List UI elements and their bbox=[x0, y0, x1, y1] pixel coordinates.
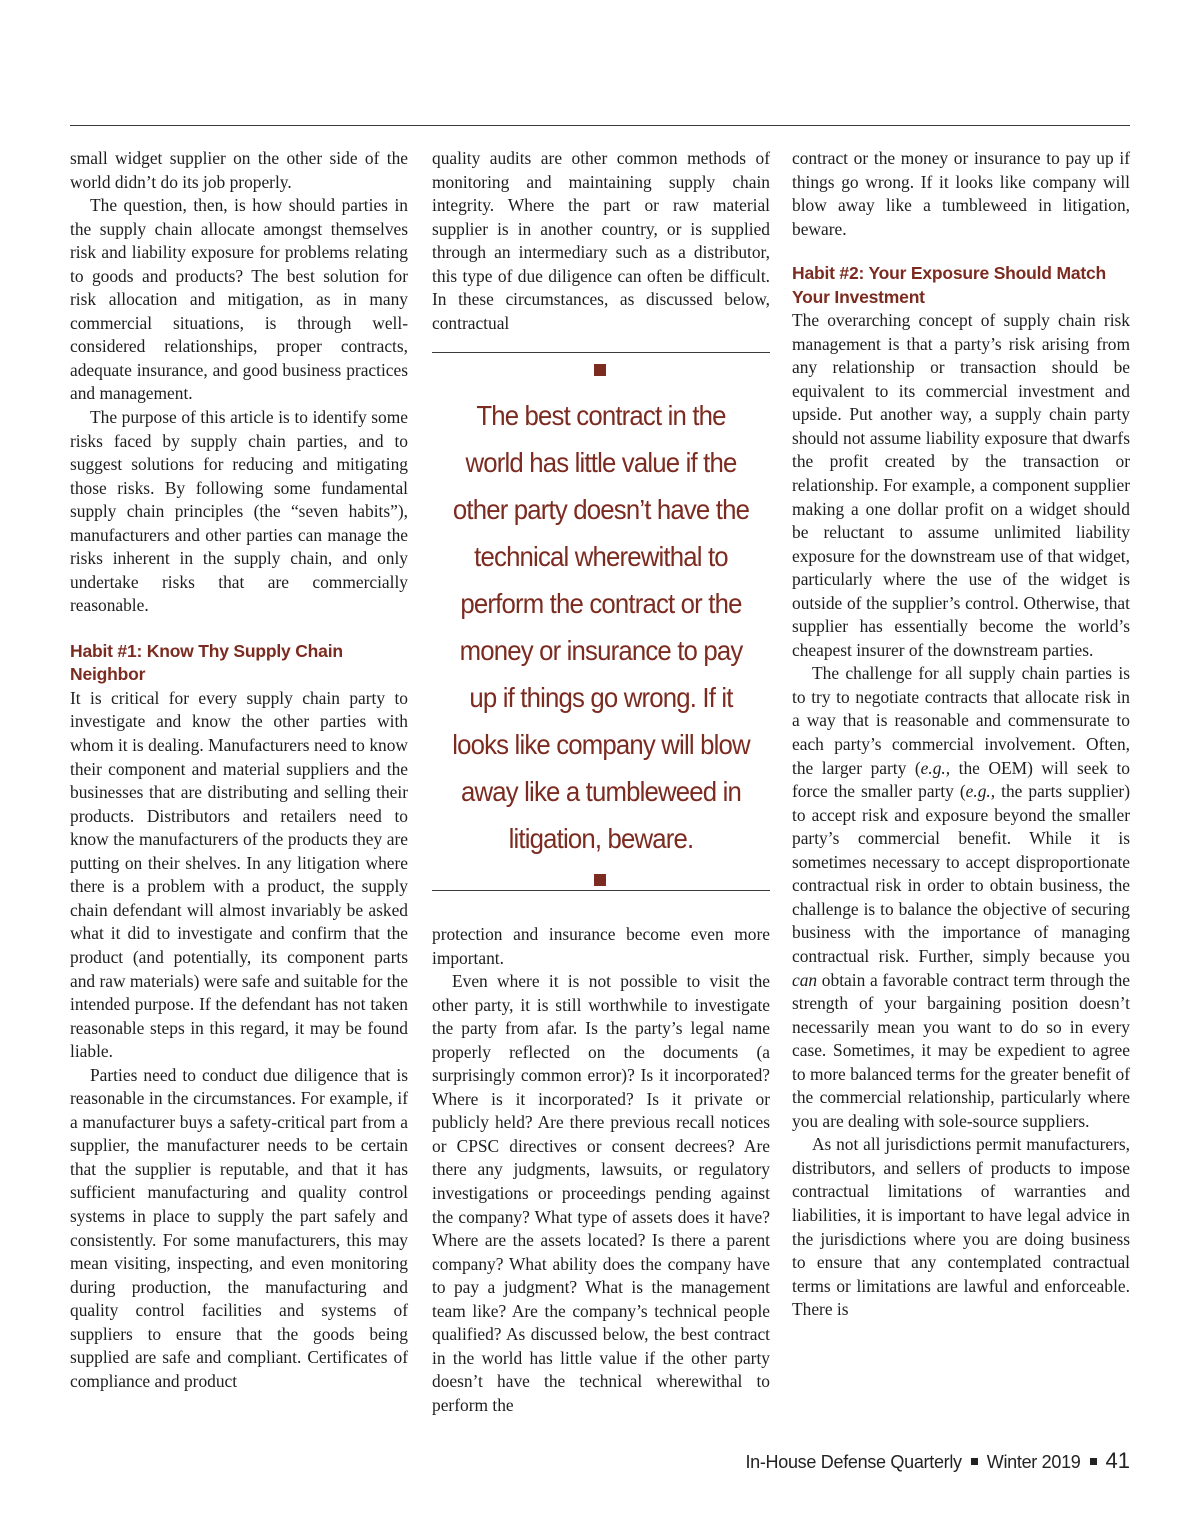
issue-label: Winter 2019 bbox=[986, 1452, 1081, 1472]
paragraph: The question, then, is how should parties in the supply chain allocate amongst themselves risk and liability exposure for problems relating to goods and products? The best solution for risk allocation and mitigation, as in many commercial situations, is through well-considered relationships, proper contracts, adequate insurance, and good business practices and management. bbox=[70, 195, 408, 404]
paragraph: contract or the money or insurance to pay up if things go wrong. If it looks like company will blow away like a tumbleweed in litigation, beware. bbox=[792, 148, 1130, 239]
section-heading: Habit #1: Know Thy Supply Chain Neighbor bbox=[70, 640, 343, 685]
column-3 bbox=[792, 147, 1130, 1322]
square-separator-icon bbox=[971, 1458, 978, 1465]
section-heading: Habit #2: Your Exposure Should Match Your Investment bbox=[792, 263, 1107, 307]
text-run: the OEM) will seek to force the smaller party ( bbox=[792, 757, 1130, 802]
pull-quote-top-rule bbox=[432, 352, 770, 353]
text-run: The challenge for all supply chain parties is to try to negotiate contracts that allocate risk in a way that is reasonable and commensurate to each party’s commercial involvement. Often, the larger party ( bbox=[792, 663, 1130, 778]
paragraph bbox=[792, 662, 1130, 1133]
text-run: obtain a favorable contract term through the strength of your bargaining position doesn’t necessarily mean you want to do so in every case. Sometimes, it may be expedient to agree to more balanced terms for the greater benefit of the commercial relationship, particularly where you are dealing with sole-source suppliers. bbox=[792, 969, 1130, 1131]
top-rule bbox=[70, 125, 1130, 126]
paragraph: It is critical for every supply chain party to investigate and know the other parties with whom it is dealing. Manufacturers need to know their component and material suppliers and the businesses that are distributing and selling their products. Distributors and retailers need to know the manufacturers of the products they are putting on their shelves. In any litigation where there is a problem with a product, the supply chain defendant will almost invariably be asked what it did to investigate and confirm that the product (and potentially, its component parts and raw materials) were safe and suitable for the intended purpose. If the defendant has not taken reasonable steps in this regard, it may be found liable. bbox=[70, 687, 408, 1062]
text-run: the parts supplier) to accept risk and exposure beyond the smaller party’s commercial benefit. While it is sometimes necessary to accept disproportionate contractual risk in order to obtain business, the challenge is to balance the objective of securing business with the importance of managing contractual risk. Further, simply because you bbox=[792, 781, 1131, 966]
square-bullet-icon bbox=[594, 874, 606, 886]
emphasis: e.g., bbox=[920, 757, 951, 778]
paragraph: The overarching concept of supply chain risk management is that a party’s risk arising from any relationship or transaction should be equivalent to its commercial investment and upside. Put another way, a supply chain party should not assume liability exposure that dwarfs the profit created by the transaction or relationship. For example, a component supplier making a one dollar profit on a widget should be reluctant to assume unlimited liability exposure for the downstream use of that widget, particularly where the use of the widget is outside of the supplier’s control. Otherwise, that supplier has essentially become the world’s cheapest insurer of the downstream parties. bbox=[792, 310, 1130, 660]
emphasis: e.g., bbox=[965, 781, 996, 802]
pull-quote bbox=[432, 352, 770, 892]
paragraph: protection and insurance become even more important. bbox=[432, 924, 770, 968]
column-2-upper bbox=[432, 147, 770, 335]
page-footer bbox=[745, 1448, 1130, 1478]
paragraph: Even where it is not possible to visit the other party, it is still worthwhile to investigate the party from afar. Is the party’s legal name properly reflected on the documents (a surprisingly common error)? Is it incorporated? Where is it incorporated? Is it private or publicly held? Are there previous recall notices or CPSC directives or consent decrees? Are there any judgments, lawsuits, or regulatory investigations or proceedings pending against the company? What type of assets does it have? Where are the assets located? Is there a parent company? What ability does the company have to pay a judgment? What is the management team like? Are the company’s technical people qualified? As discussed below, the best contract in the world has little value if the other party doesn’t have the technical wherewithal to perform the bbox=[432, 971, 770, 1415]
paragraph: quality audits are other common methods of monitoring and maintaining supply chain integrity. Where the part or raw material supplier is in another country, or is supplied through an intermediary such as a distributor, this type of due diligence can often be difficult. In these circumstances, as discussed below, contractual bbox=[432, 148, 770, 333]
paragraph: Parties need to conduct due diligence that is reasonable in the circumstances. For example, if a manufacturer buys a safety-critical part from a supplier, the manufacturer needs to be certain that the supplier is reputable, and that it has sufficient manufacturing and quality control systems in place to supply the part safely and consistently. For some manufacturers, this may mean visiting, inspecting, and even monitoring during production, the manufacturing and quality control facilities and systems of suppliers to ensure that the goods being supplied are safe and compliant. Certificates of compliance and product bbox=[70, 1064, 408, 1391]
publication-name: In-House Defense Quarterly bbox=[745, 1452, 962, 1472]
paragraph: The purpose of this article is to identify some risks faced by supply chain parties, and to suggest solutions for reducing and mitigating those risks. By following some fundamental supply chain principles (the “seven habits”), manufacturers and other parties can manage the risks inherent in the supply chain, and only undertake risks that are commercially reasonable. bbox=[70, 407, 408, 616]
square-bullet-icon bbox=[594, 364, 606, 376]
paragraph: small widget supplier on the other side of the world didn’t do its job properly. bbox=[70, 148, 408, 192]
column-1 bbox=[70, 147, 408, 1393]
paragraph: As not all jurisdictions permit manufacturers, distributors, and sellers of products to impose contractual limitations of warranties and liabilities, it is important to have legal advice in the jurisdictions where you are doing business to ensure that any contemplated contractual terms or limitations are lawful and enforceable. There is bbox=[792, 1134, 1130, 1320]
column-2-lower bbox=[432, 923, 770, 1417]
emphasis: can bbox=[792, 969, 818, 990]
pull-quote-text: The best contract in the world has little value if the other party doesn’t have the technical wherewithal to perform the contract or the money or insurance to pay up if things go wrong. If it looks like company will blow away like a tumbleweed in litigation, beware. bbox=[452, 400, 750, 854]
square-separator-icon bbox=[1090, 1458, 1097, 1465]
page-number: 41 bbox=[1105, 1448, 1130, 1473]
pull-quote-bottom-rule bbox=[432, 890, 770, 891]
